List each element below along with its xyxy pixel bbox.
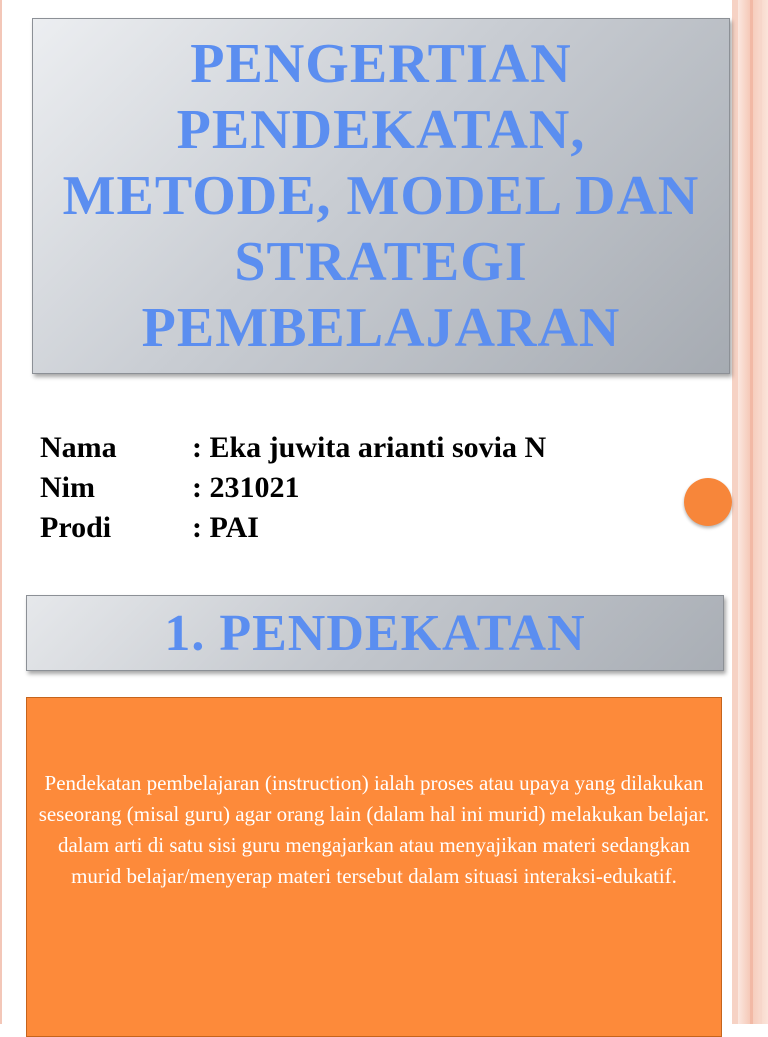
- student-info: [40, 428, 660, 548]
- content-text: [35, 768, 713, 892]
- left-edge-stripe: [0, 0, 2, 1024]
- info-label: Prodi: [40, 511, 112, 544]
- info-value: : 231021: [192, 471, 300, 504]
- right-edge-band: [738, 0, 768, 1024]
- info-value: : PAI: [192, 511, 259, 544]
- section-heading: 1. PENDEKATAN: [164, 604, 586, 662]
- title-box: [32, 18, 730, 374]
- slide-title: PENGERTIAN PENDEKATAN, METODE, MODEL DAN STRATEGI PEMBELAJARAN: [62, 33, 700, 359]
- orange-dot-decoration: [684, 478, 732, 526]
- content-paragraph-1: Pendekatan pembelajaran (instruction) ialah proses atau upaya yang dilakukan seseorang (misal guru) agar orang lain (dalam hal ini murid) melakukan belajar.: [38, 771, 710, 826]
- info-label: Nama: [40, 431, 117, 464]
- info-value: : Eka juwita arianti sovia N: [192, 431, 547, 464]
- content-paragraph-2: dalam arti di satu sisi guru mengajarkan atau menyajikan materi sedangkan murid belajar/menyerap materi tersebut dalam situasi interaksi-edukatif.: [57, 833, 691, 888]
- info-row-prodi: [40, 508, 660, 548]
- content-box: [26, 697, 722, 1037]
- right-edge-line: [750, 0, 753, 1024]
- info-label: Nim: [40, 471, 95, 504]
- info-row-nama: [40, 428, 660, 468]
- right-edge-line-thin: [760, 0, 762, 1024]
- info-row-nim: [40, 468, 660, 508]
- section-heading-box: [26, 595, 724, 671]
